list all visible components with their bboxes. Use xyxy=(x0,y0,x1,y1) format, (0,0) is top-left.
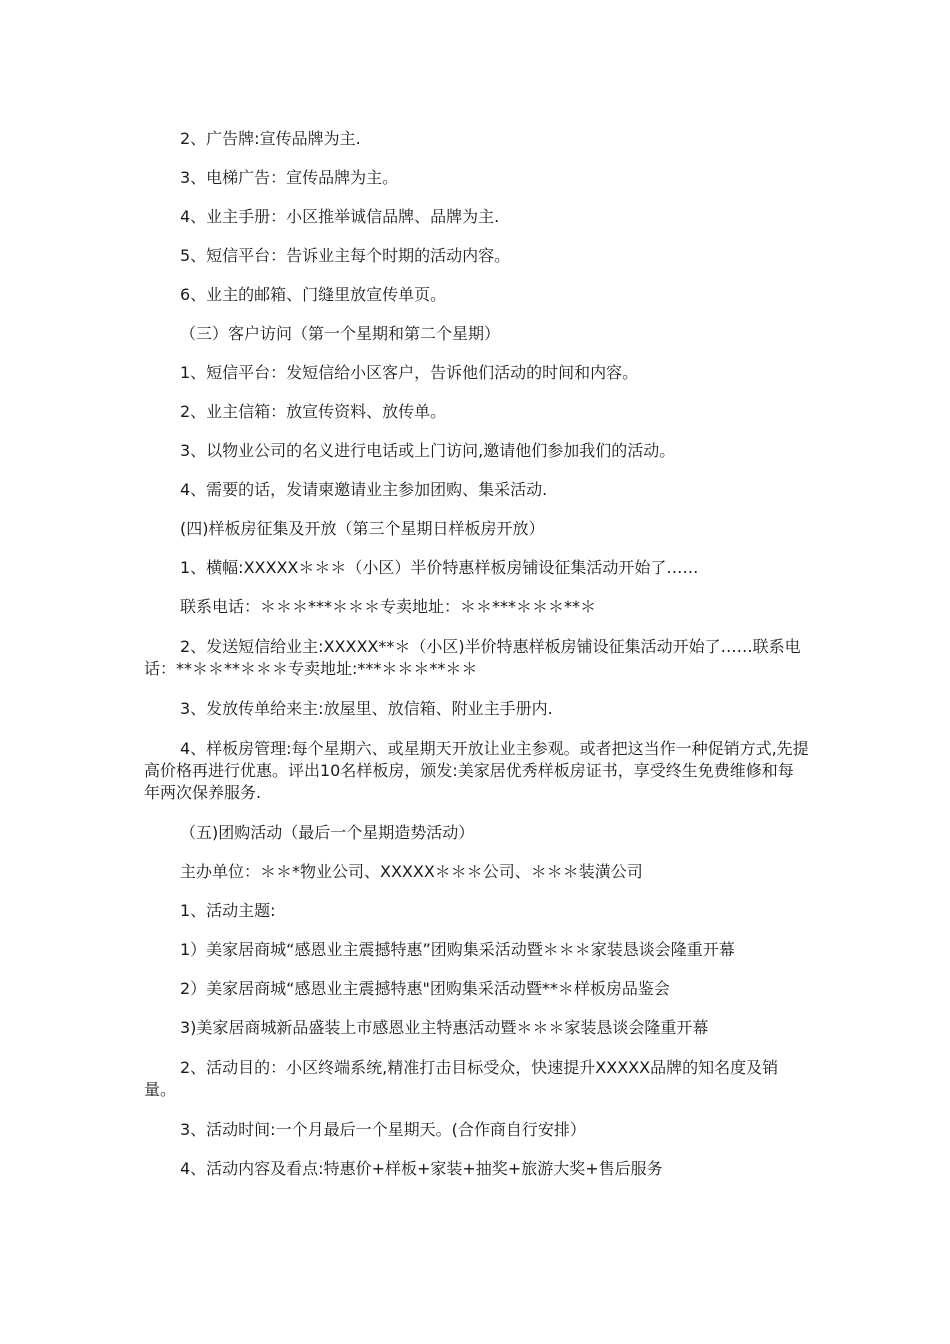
section-heading: （三）客户访问（第一个星期和第二个星期） xyxy=(180,324,501,343)
paragraph: 2）美家居商城“感恩业主震撼特惠"团购集采活动暨**＊样板房品鉴会 xyxy=(180,979,670,998)
section-heading: （五)团购活动（最后一个星期造势活动） xyxy=(180,823,475,842)
paragraph: 4、活动内容及看点:特惠价+样板+家装+抽奖+旅游大奖+售后服务 xyxy=(180,1159,663,1178)
paragraph: 1、活动主题: xyxy=(180,901,276,920)
paragraph: 3、发放传单给来主:放屋里、放信箱、附业主手册内. xyxy=(180,699,553,718)
paragraph: 1）美家居商城“感恩业主震撼特惠”团购集采活动暨＊＊＊家装恳谈会隆重开幕 xyxy=(180,940,735,959)
paragraph: 主办单位：＊＊*物业公司、XXXXX＊＊＊公司、＊＊＊装潢公司 xyxy=(180,862,643,881)
paragraph: 2、活动目的：小区终端系统,精准打击目标受众，快速提升XXXXX品牌的知名度及销量。 xyxy=(144,1058,779,1099)
paragraph: 5、短信平台：告诉业主每个时期的活动内容。 xyxy=(180,246,511,265)
section-heading: (四)样板房征集及开放（第三个星期日样板房开放） xyxy=(180,519,545,538)
paragraph: 2、发送短信给业主:XXXXX**＊（小区)半价特惠样板房铺设征集活动开始了……联系电话：**＊＊**＊＊＊专卖地址:***＊＊＊**＊＊ xyxy=(144,637,801,678)
paragraph: 1、横幅:XXXXX＊＊＊（小区）半价特惠样板房铺设征集活动开始了…… xyxy=(180,558,699,577)
paragraph: 6、业主的邮箱、门缝里放宣传单页。 xyxy=(180,285,447,304)
paragraph: 联系电话：＊＊＊***＊＊＊专卖地址：＊＊***＊＊＊**＊ xyxy=(180,597,597,616)
paragraph: 3、电梯广告：宣传品牌为主。 xyxy=(180,168,399,187)
paragraph: 4、业主手册：小区推举诚信品牌、品牌为主. xyxy=(180,207,500,226)
paragraph: 3)美家居商城新品盛装上市感恩业主特惠活动暨＊＊＊家装恳谈会隆重开幕 xyxy=(180,1018,709,1037)
paragraph: 1、短信平台：发短信给小区客户，告诉他们活动的时间和内容。 xyxy=(180,363,639,382)
paragraph: 3、活动时间:一个月最后一个星期天。(合作商自行安排） xyxy=(180,1120,586,1139)
paragraph: 3、以物业公司的名义进行电话或上门访问,邀请他们参加我们的活动。 xyxy=(180,441,676,460)
paragraph: 4、样板房管理:每个星期六、或星期天开放让业主参观。或者把这当作一种促销方式,先提高价格再进行优惠。评出10名样板房，颁发:美家居优秀样板房证书，享受终生免费维修和每年两次保养服务. xyxy=(144,739,809,802)
paragraph: 2、业主信箱：放宣传资料、放传单。 xyxy=(180,402,447,421)
paragraph: 2、广告牌:宣传品牌为主. xyxy=(180,129,361,148)
paragraph: 4、需要的话，发请柬邀请业主参加团购、集采活动. xyxy=(180,480,548,499)
